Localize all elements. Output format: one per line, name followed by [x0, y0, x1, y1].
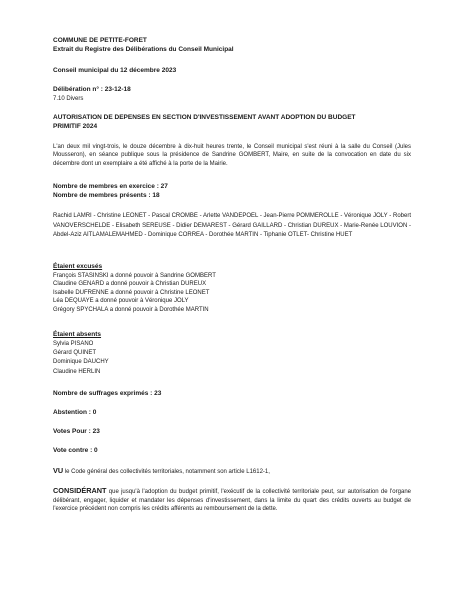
member-counts — [53, 183, 411, 200]
vu-text: le Code général des collectivités territoriales, notamment son article L1612-1, — [63, 469, 270, 475]
deliberation-subject: AUTORISATION DE DEPENSES EN SECTION D'INVESTISSEMENT AVANT ADOPTION DU BUDGET PRIMITIF 2024 — [53, 114, 356, 130]
members-in-office: Nombre de membres en exercice : 27 — [53, 183, 168, 190]
considerant-clause — [53, 486, 411, 514]
excused-heading: Étaient excusés — [53, 263, 103, 270]
absent-item: Gérard QUINET — [53, 350, 97, 356]
votes-for: Votes Pour : 23 — [53, 428, 100, 435]
present-members-list: Rachid LAMRI - Christine LEONET - Pascal CROMBE - Arlette VANDEPOEL - Jean-Pierre POMMEROLLE - Véronique JOLY - Robert VANOVERSCHELDE - Elisabeth SEREUSE - Didier DEMAREST - Gérard GAILLARD - Christian DUREUX - Marie-Renée LOUVION - Abdel-Aziz AITLAMALEMAHMED - Dominique CORREA - Dorothée MARTIN - Tiphanie OTLET- Christine HUET — [53, 213, 411, 238]
vu-clause — [53, 466, 411, 476]
absent-item: Dominique DAUCHY — [53, 359, 109, 366]
absent-section — [53, 331, 411, 377]
excused-item: Grégory SPYCHALA a donné pouvoir à Dorothée MARTIN — [53, 306, 209, 313]
members-present: Nombre de membres présents : 18 — [53, 191, 160, 199]
absent-item: Claudine HERLIN — [53, 368, 101, 375]
deliberation-number: Délibération n° : 23-12-18 — [53, 86, 131, 93]
meeting-title: Conseil municipal du 12 décembre 2023 — [53, 67, 177, 74]
excused-item: Léa DEQUAYE a donné pouvoir à Véronique JOLY — [53, 298, 189, 305]
deliberation-category: 7.10 Divers — [53, 96, 84, 102]
absent-item: Sylvia PISANO — [53, 340, 94, 347]
excused-item: Isabelle DUFRENNE a donné pouvoir à Christine LEONET — [53, 289, 210, 296]
votes-abstention: Abstention : 0 — [53, 409, 97, 416]
considerant-lead: CONSIDÉRANT — [53, 486, 107, 495]
vu-lead: VU — [53, 466, 64, 475]
intro-paragraph: L'an deux mil vingt-trois, le douze décembre à dix-huit heures trente, le Conseil municipal s'est réuni à la salle du Conseil (Jules Mousseron), en séance publique sous la présidence de Sandrine GOMBERT, Maire, en suite de la convocation en date du six décembre dont un exemplaire a été affiché à la porte de la Mairie. — [53, 144, 411, 167]
excused-item: François STASINSKI a donné pouvoir à Sandrine GOMBERT — [53, 272, 216, 279]
absent-heading: Étaient absents — [53, 331, 102, 338]
considerant-text: que jusqu'à l'adoption du budget primitif, l'exécutif de la collectivité territoriale peut, sur autorisation de l'organe délibérant, engager, liquider et mandater les dépenses d'investissement, dans la limite du quart des crédits ouverts au budget de l'exercice précédent non compris les crédits afférents au remboursement de la dette. — [53, 489, 411, 513]
excused-section — [53, 263, 411, 314]
votes-expressed: Nombre de suffrages exprimés : 23 — [53, 390, 162, 397]
excused-item: Claudine GENARD a donné pouvoir à Christian DUREUX — [53, 281, 207, 288]
votes-against: Vote contre : 0 — [53, 447, 98, 454]
commune-name: COMMUNE DE PETITE-FORET — [53, 37, 147, 44]
document-header — [53, 37, 411, 54]
registry-extract-title: Extrait du Registre des Délibérations du Conseil Municipal — [53, 45, 234, 53]
